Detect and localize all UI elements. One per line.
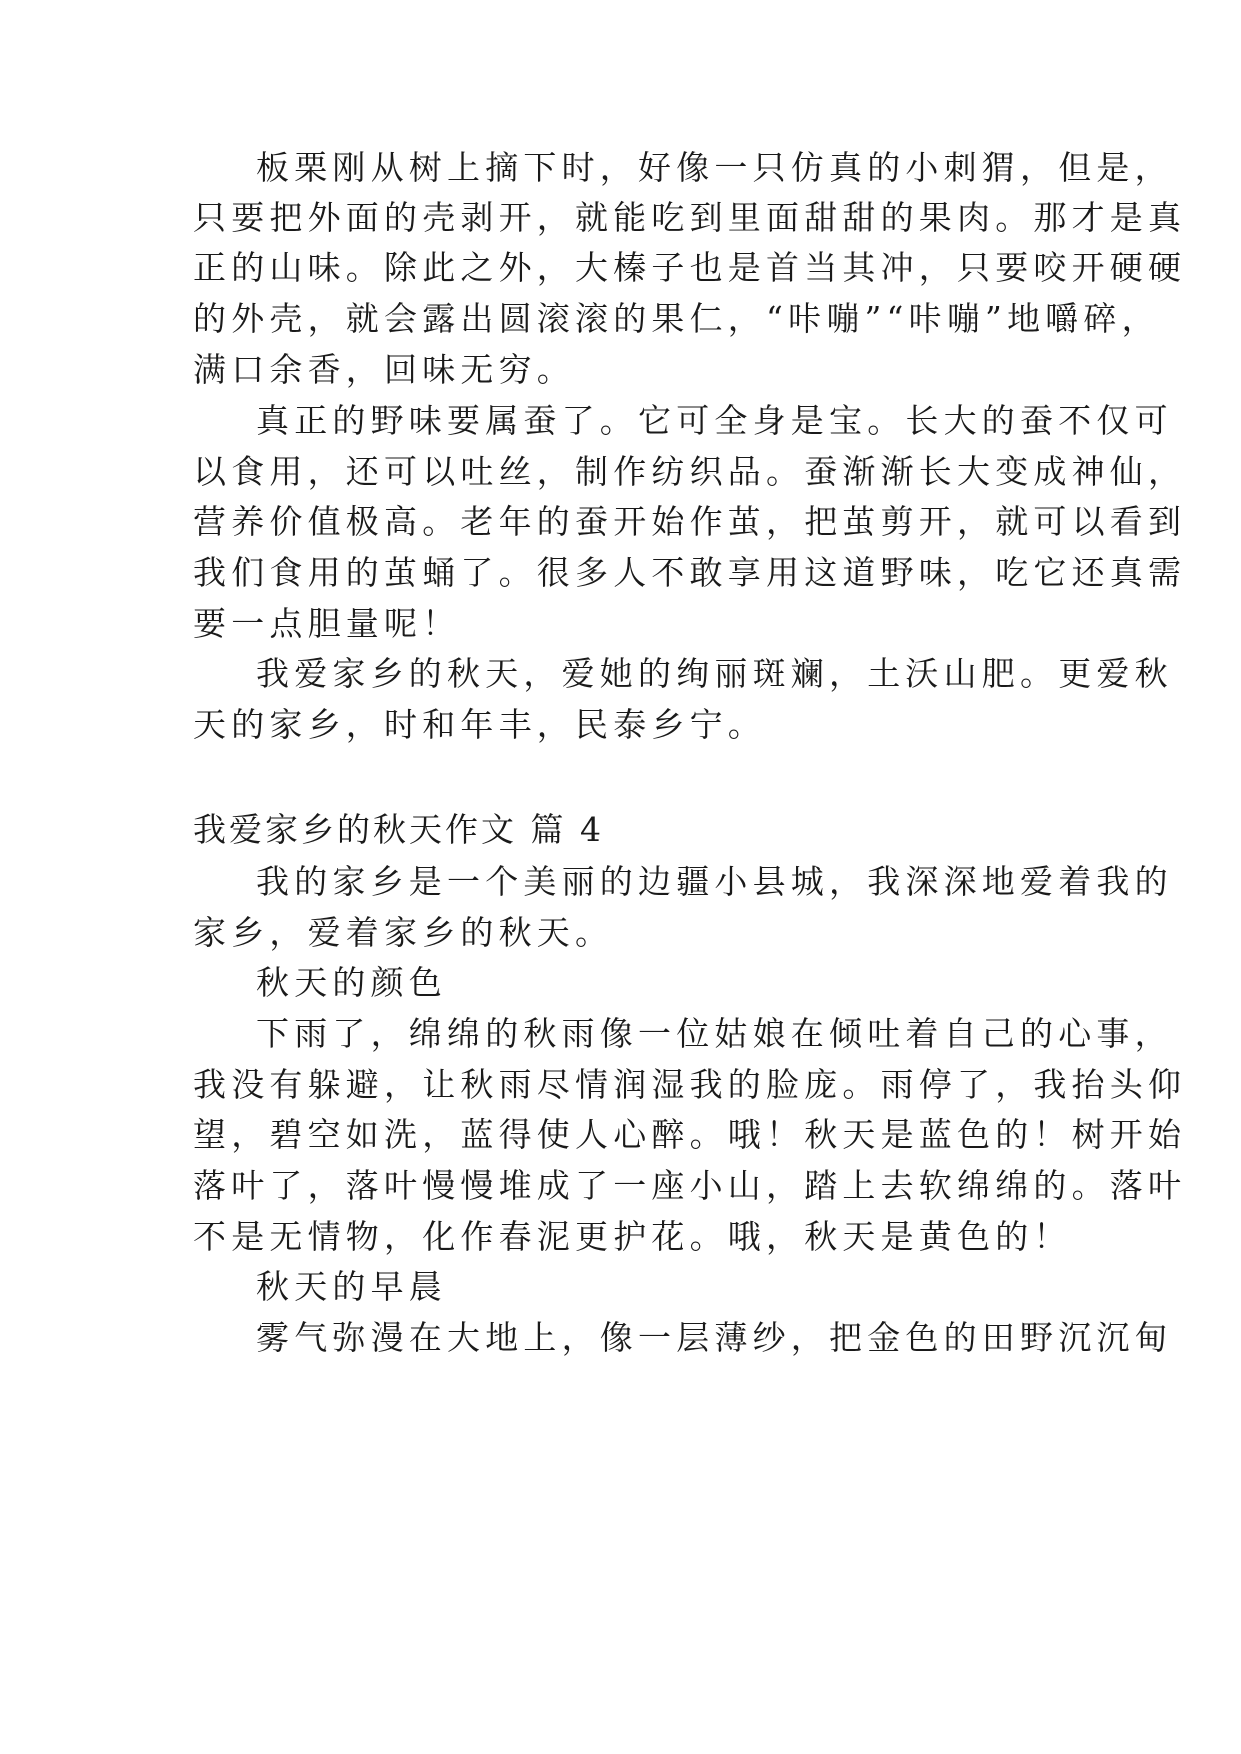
paragraph-line: 要一点胆量呢！ bbox=[193, 604, 461, 643]
paragraph-line: 的外壳，就会露出圆滚滚的果仁，“咔嘣”“咔嘣”地嚼碎， bbox=[193, 299, 1160, 338]
paragraph-line: 正的山味。除此之外，大榛子也是首当其冲，只要咬开硬硬 bbox=[193, 248, 1187, 287]
subheading: 秋天的颜色 bbox=[256, 963, 447, 1002]
paragraph-line: 我们食用的茧蛹了。很多人不敢享用这道野味，吃它还真需 bbox=[193, 553, 1187, 592]
paragraph-line: 满口余香，回味无穷。 bbox=[193, 350, 575, 389]
paragraph-line: 不是无情物，化作春泥更护花。哦，秋天是黄色的！ bbox=[193, 1217, 1072, 1256]
paragraph-line: 我的家乡是一个美丽的边疆小县城，我深深地爱着我的 bbox=[256, 862, 1173, 901]
paragraph-line: 我爱家乡的秋天，爱她的绚丽斑斓，土沃山肥。更爱秋 bbox=[256, 654, 1173, 693]
section-heading: 我爱家乡的秋天作文 篇 4 bbox=[193, 810, 604, 849]
paragraph-line: 下雨了，绵绵的秋雨像一位姑娘在倾吐着自己的心事， bbox=[256, 1014, 1173, 1053]
paragraph-line: 只要把外面的壳剥开，就能吃到里面甜甜的果肉。那才是真 bbox=[193, 198, 1187, 237]
paragraph-line: 我没有躲避，让秋雨尽情润湿我的脸庞。雨停了，我抬头仰 bbox=[193, 1065, 1187, 1104]
paragraph-line: 落叶了，落叶慢慢堆成了一座小山，踏上去软绵绵的。落叶 bbox=[193, 1166, 1187, 1205]
paragraph-line: 望，碧空如洗，蓝得使人心醉。哦！秋天是蓝色的！树开始 bbox=[193, 1115, 1187, 1154]
paragraph-line: 营养价值极高。老年的蚕开始作茧，把茧剪开，就可以看到 bbox=[193, 502, 1187, 541]
subheading: 秋天的早晨 bbox=[256, 1267, 447, 1306]
paragraph-line: 天的家乡，时和年丰，民泰乡宁。 bbox=[193, 705, 766, 744]
paragraph-line: 以食用，还可以吐丝，制作纺织品。蚕渐渐长大变成神仙， bbox=[193, 452, 1187, 491]
paragraph-line: 真正的野味要属蚕了。它可全身是宝。长大的蚕不仅可 bbox=[256, 401, 1173, 440]
paragraph-line: 家乡，爱着家乡的秋天。 bbox=[193, 913, 614, 952]
paragraph-line: 雾气弥漫在大地上，像一层薄纱，把金色的田野沉沉甸 bbox=[256, 1318, 1173, 1357]
paragraph-line: 板栗刚从树上摘下时，好像一只仿真的小刺猬，但是， bbox=[256, 148, 1173, 187]
